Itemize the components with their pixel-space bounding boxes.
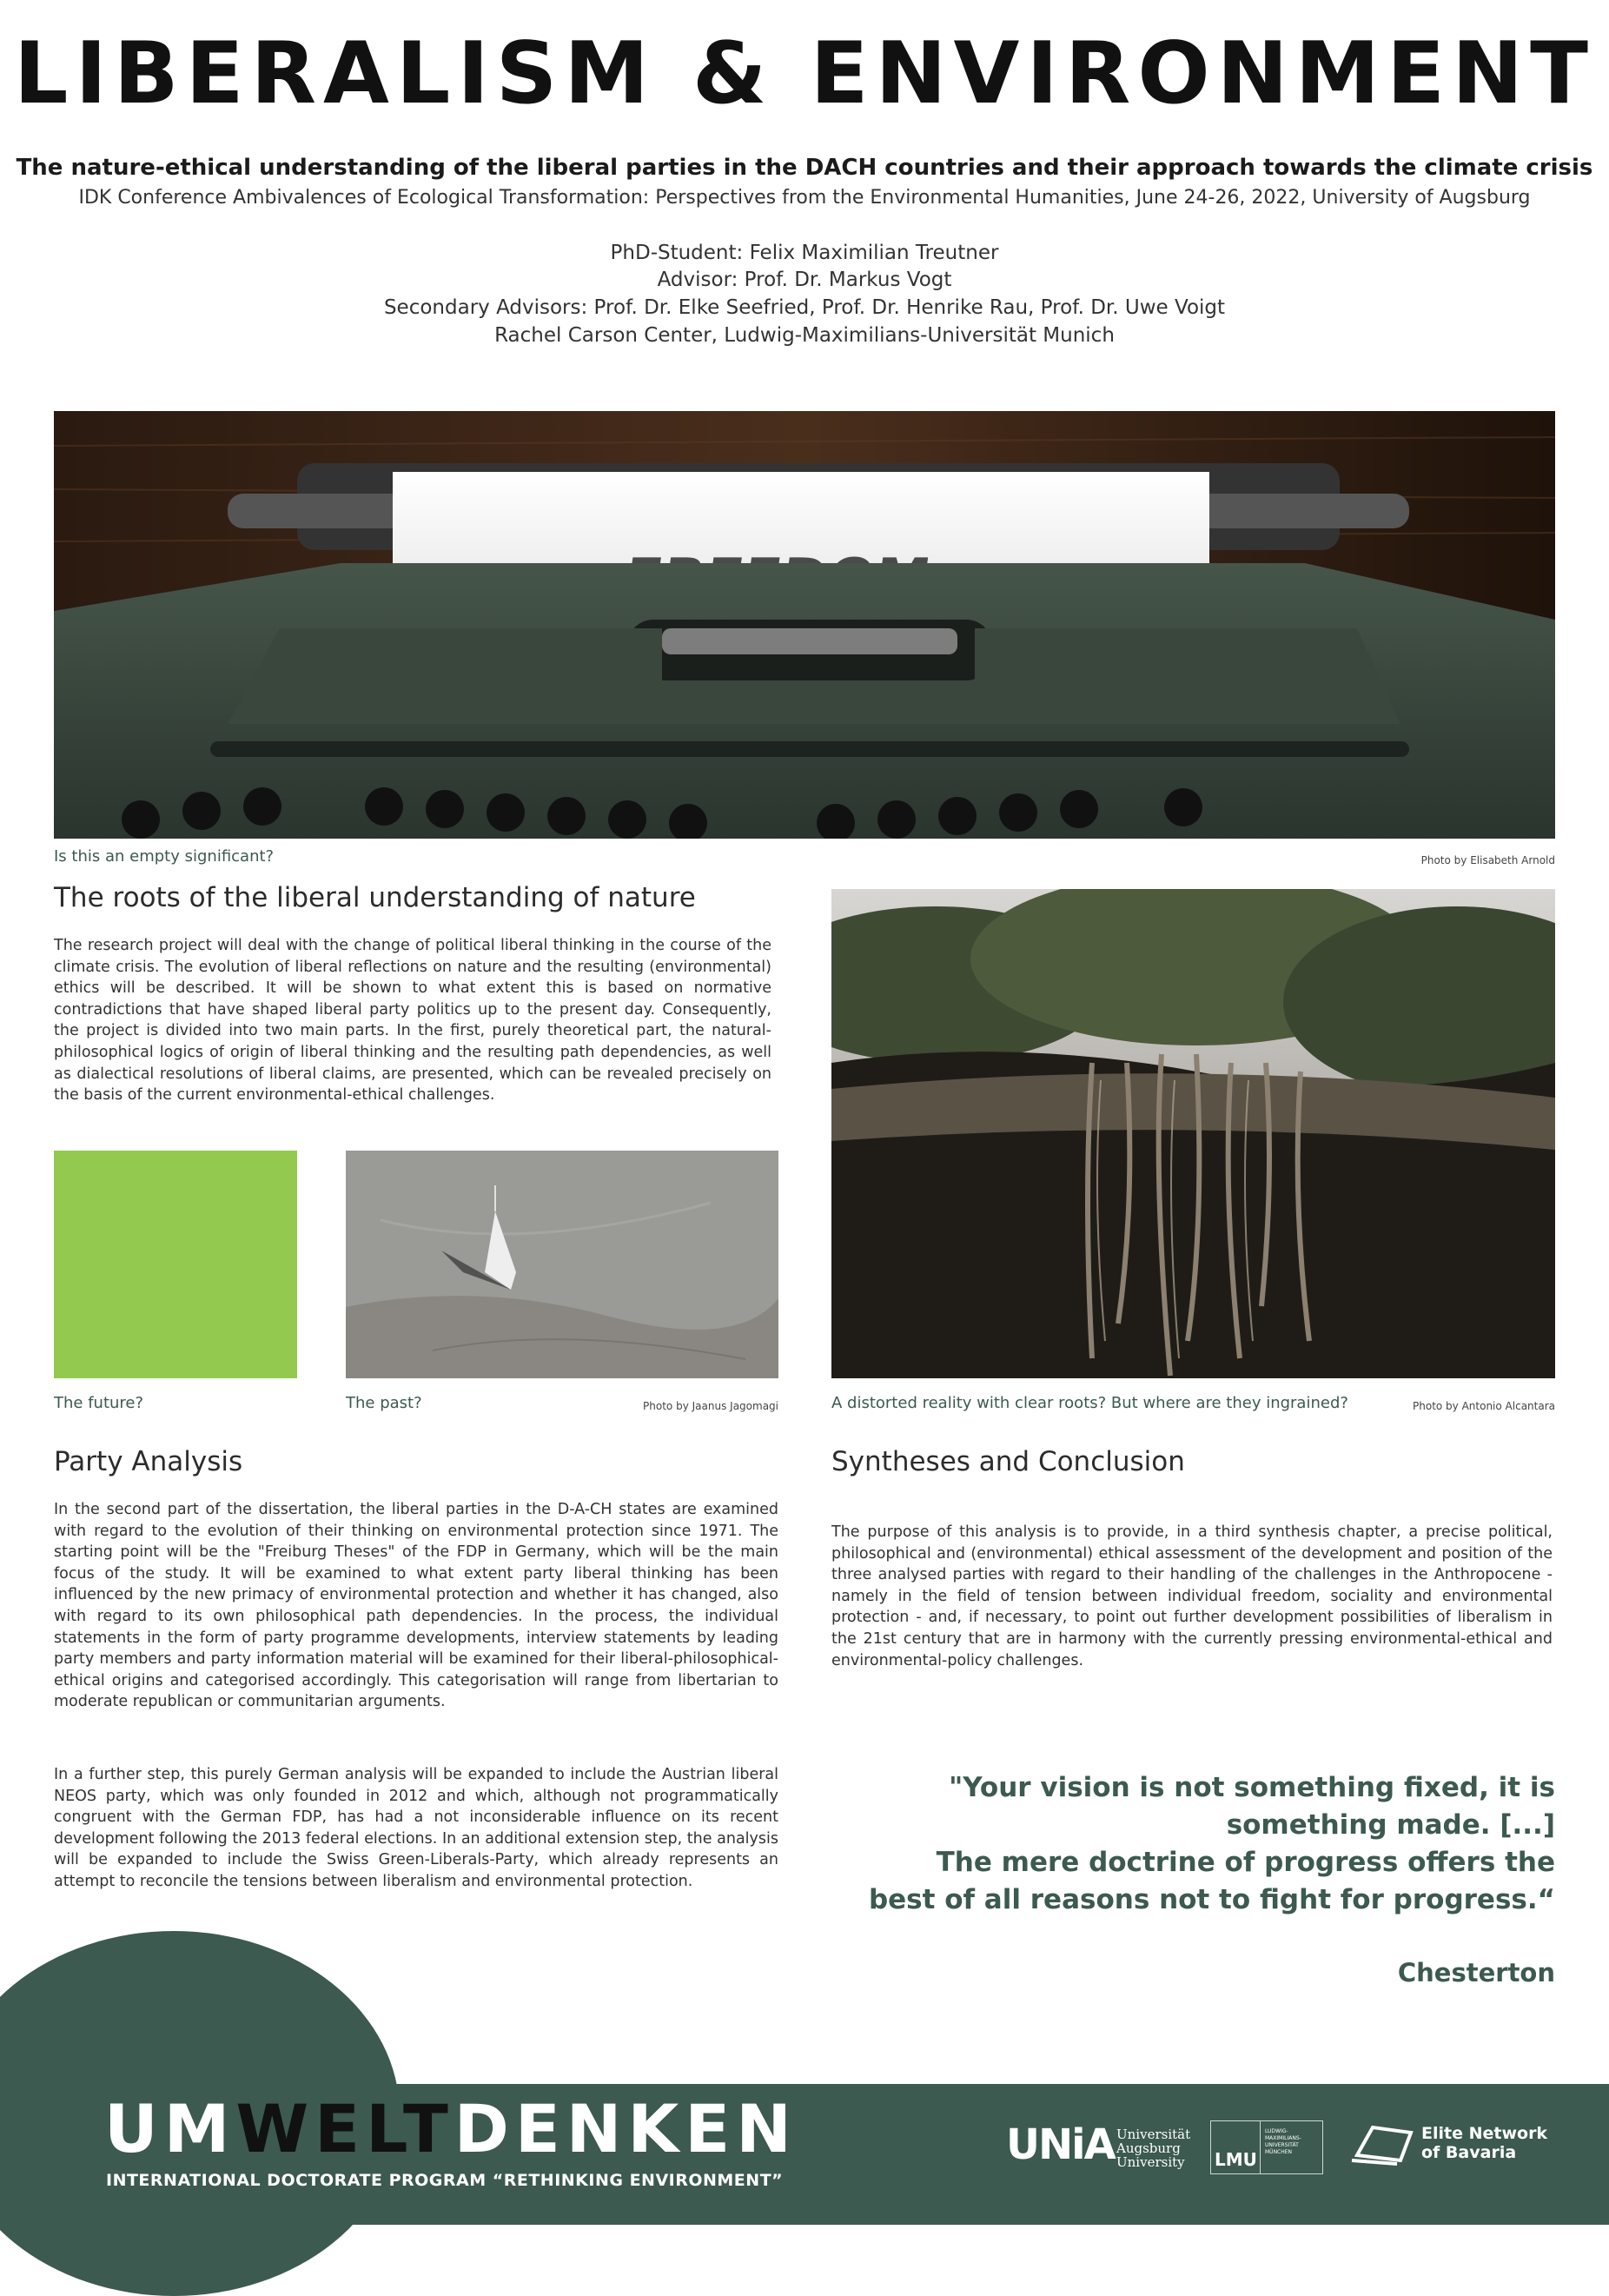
chesterton-quote — [773, 1769, 1555, 1919]
conference-line: IDK Conference Ambivalences of Ecological Transformation: Perspectives from the Environmental Humanities, June 24-26, 2022, University of Augsburg — [78, 187, 1531, 209]
lmu-mark: LMU — [1215, 2149, 1257, 2170]
tree-roots-illustration — [831, 889, 1555, 1378]
lmu-line-1: LUDWIG- — [1265, 2128, 1288, 2134]
augsburg-line-2: Augsburg — [1116, 2140, 1181, 2156]
hero-photo-credit: Photo by Elisabeth Arnold — [1420, 854, 1555, 866]
quote-line-2: something made. [...] — [1226, 1809, 1555, 1841]
poster-subtitle: The nature-ethical understanding of the liberal parties in the DACH countries and their approach towards the climate crisis — [16, 155, 1593, 181]
credit-advisor: Advisor: Prof. Dr. Markus Vogt — [657, 269, 952, 291]
typewriter-illustration — [54, 411, 1555, 839]
elite-network-text — [1421, 2124, 1547, 2162]
quote-line-3: The mere doctrine of progress offers the — [936, 1847, 1555, 1878]
augsburg-logo-mark: UNiA — [1006, 2120, 1115, 2169]
elite-line-2: of Bavaria — [1421, 2143, 1517, 2162]
lmu-text — [1265, 2128, 1301, 2156]
credit-institution: Rachel Carson Center, Ludwig-Maximilians-Universität Munich — [494, 324, 1115, 347]
lmu-line-3: UNIVERSITÄT — [1265, 2142, 1299, 2148]
brand-part-denken: DENKEN — [454, 2090, 798, 2167]
credit-phd-student: PhD-Student: Felix Maximilian Treutner — [610, 242, 999, 264]
past-photo — [346, 1151, 778, 1378]
quote-line-1: "Your vision is not something fixed, it is — [949, 1772, 1555, 1803]
brand-part-um: UM — [104, 2090, 236, 2167]
tree-roots-photo — [831, 889, 1555, 1378]
party-heading: Party Analysis — [54, 1446, 243, 1477]
synthesis-body: The purpose of this analysis is to provide, in a third synthesis chapter, a precise political, philosophical and (environmental) ethical assessment of the development and position of the three analysed parties with regard to their handling of the challenges in the Anthropocene - namely in the field of tension between individual freedom, sociality and environmental protection - and, if necessary, to point out further development possibilities of liberalism in the 21st century that are in harmony with the currently pressing environmental-ethical and environmental-policy challenges. — [831, 1523, 1553, 1669]
future-green-square — [54, 1151, 297, 1378]
church-in-sand-illustration — [346, 1151, 778, 1378]
tree-photo-credit: Photo by Antonio Alcantara — [1413, 1400, 1555, 1412]
augsburg-line-3: University — [1116, 2154, 1185, 2170]
umweltdenken-logo — [104, 2090, 798, 2167]
augsburg-line-1: Universität — [1116, 2127, 1191, 2142]
doctorate-program-subtitle: INTERNATIONAL DOCTORATE PROGRAM “RETHINKING ENVIRONMENT” — [106, 2171, 784, 2190]
quote-author: Chesterton — [1397, 1958, 1555, 1987]
party-paragraph-2: In a further step, this purely German analysis will be expanded to include the Austrian liberal NEOS party, which was only founded in 2012 and which, although not programmatically congruent with the German FDP, has had a not inconsiderable influence on its recent development following the 2013 federal elections. In an additional extension step, the analysis will be expanded to include the Swiss Green-Liberals-Party, which already represents an attempt to reconcile the tensions between liberalism and environmental protection. — [54, 1766, 778, 1890]
future-caption: The future? — [54, 1394, 144, 1412]
poster-title: LIBERALISM & ENVIRONMENT — [14, 24, 1595, 123]
synthesis-heading: Syntheses and Conclusion — [831, 1446, 1185, 1477]
augsburg-logo-text — [1116, 2127, 1190, 2169]
credit-secondary-advisors: Secondary Advisors: Prof. Dr. Elke Seefried, Prof. Dr. Henrike Rau, Prof. Dr. Uwe Voigt — [383, 296, 1226, 319]
roots-heading: The roots of the liberal understanding of nature — [54, 882, 696, 913]
lmu-line-2: MAXIMILIANS- — [1265, 2135, 1301, 2141]
lmu-divider — [1260, 2121, 1261, 2173]
elite-line-1: Elite Network — [1421, 2124, 1548, 2143]
party-paragraph-1: In the second part of the dissertation, the liberal parties in the D-A-CH states are examined with regard to the evolution of their thinking on environmental protection since 1971. The starting point will be the "Freiburg Theses" of the FDP in Germany, which will be the main focus of the study. It will be examined to what extent party liberal thinking has been influenced by the new primacy of environmental protection and whether it has changed, also with regard to its own philosophical path dependencies. In the process, the individual statements in the form of party programme developments, interview statements by leading party members and party information material will be examined for their liberal-philosophical-ethical origins and categorised accordingly. This categorisation will range from libertarian to moderate republican or communitarian arguments. — [54, 1501, 778, 1711]
elite-network-logo — [1348, 2122, 1418, 2169]
roots-body: The research project will deal with the change of political liberal thinking in the course of the climate crisis. The evolution of liberal reflections on nature and the resulting (environmental) ethics will be described. It will be shown to what extent this is based on normative contradictions that have shaped liberal party politics up to the present day. Consequently, the project is divided into two main parts. In the first, purely theoretical part, the natural-philosophical logics of origin of liberal thinking and the resulting path dependencies, as well as dialectical resolutions of liberal claims, are presented, which can be revealed precisely on the basis of the current environmental-ethical challenges. — [54, 937, 771, 1105]
quote-line-4: best of all reasons not to fight for progress.“ — [868, 1884, 1555, 1915]
lmu-logo — [1210, 2120, 1323, 2174]
tree-caption: A distorted reality with clear roots? But where are they ingrained? — [831, 1394, 1348, 1412]
past-photo-credit: Photo by Jaanus Jagomagi — [643, 1400, 778, 1412]
past-caption: The past? — [346, 1394, 422, 1412]
hero-caption: Is this an empty significant? — [54, 847, 275, 866]
lmu-line-4: MÜNCHEN — [1265, 2149, 1293, 2155]
typewriter-photo — [54, 411, 1555, 839]
brand-part-welt: WELT — [235, 2090, 454, 2167]
elite-network-icon — [1348, 2122, 1418, 2166]
